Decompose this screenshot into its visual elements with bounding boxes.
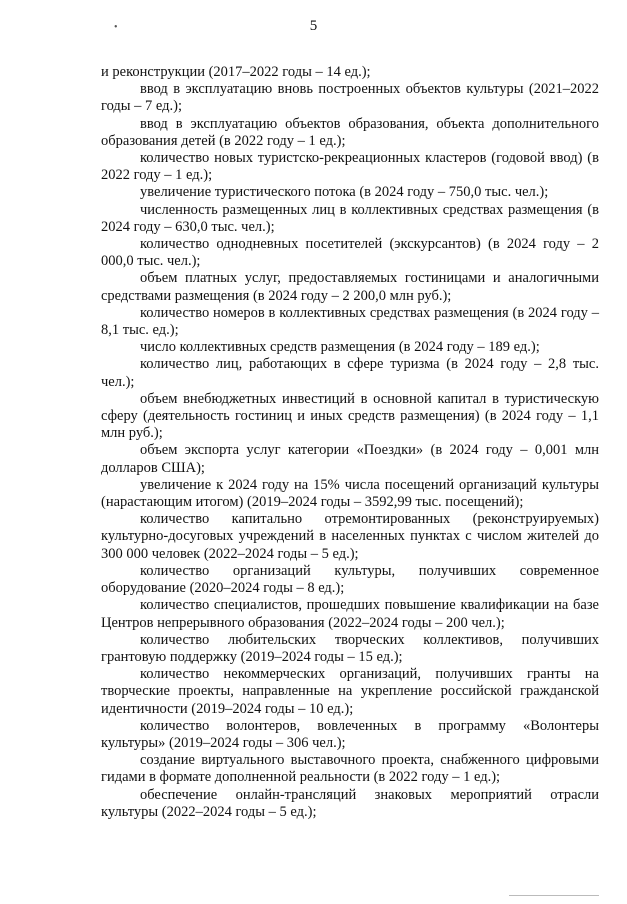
paragraph: количество специалистов, прошедших повышение квалификации на базе Центров непрерывного образования (2022–2024 годы – 200 чел.); <box>101 597 599 631</box>
paragraph: численность размещенных лиц в коллективных средствах размещения (в 2024 году – 630,0 тыс. чел.); <box>101 201 599 235</box>
paragraph: объем платных услуг, предоставляемых гостиницами и аналогичными средствами размещения (в 2024 году – 2 200,0 млн руб.); <box>101 270 599 304</box>
document-body <box>101 64 599 821</box>
paragraph: ввод в эксплуатацию вновь построенных объектов культуры (2021–2022 годы – 7 ед.); <box>101 81 599 115</box>
paragraph: количество номеров в коллективных средствах размещения (в 2024 году – 8,1 тыс. ед.); <box>101 304 599 339</box>
paragraph: количество капитально отремонтированных (реконструируемых) культурно-досуговых учреждений в населенных пунктах с числом жителей до 300 000 человек (2022–2024 годы – 5 ед.); <box>101 511 599 562</box>
paragraph: количество любительских творческих коллективов, получивших грантовую поддержку (2019–2024 годы – 15 ед.); <box>101 631 599 665</box>
paragraph: количество организаций культуры, получивших современное оборудование (2020–2024 годы – 8 ед.); <box>101 562 599 597</box>
paragraph: объем экспорта услуг категории «Поездки» (в 2024 году – 0,001 млн долларов США); <box>101 442 599 476</box>
paragraph: количество волонтеров, вовлеченных в программу «Волонтеры культуры» (2019–2024 годы – 306 чел.); <box>101 717 599 751</box>
paragraph: создание виртуального выставочного проекта, снабженного цифровыми гидами в формате дополненной реальности (в 2022 году – 1 ед.); <box>101 752 599 786</box>
paragraph: количество однодневных посетителей (экскурсантов) (в 2024 году – 2 000,0 тыс. чел.); <box>101 236 599 270</box>
paragraph: количество некоммерческих организаций, получивших гранты на творческие проекты, направленные на укрепление российской гражданской идентичности (2019–2024 годы – 10 ед.); <box>101 666 599 717</box>
page-number: 5 <box>309 18 318 34</box>
paragraph: количество новых туристско-рекреационных кластеров (годовой ввод) (в 2022 году – 1 ед.); <box>101 150 599 184</box>
paragraph: число коллективных средств размещения (в 2024 году – 189 ед.); <box>140 339 540 356</box>
paragraph: и реконструкции (2017–2022 годы – 14 ед.); <box>101 64 371 80</box>
paragraph: количество лиц, работающих в сфере туризма (в 2024 году – 2,8 тыс. чел.); <box>101 356 599 390</box>
paragraph: объем внебюджетных инвестиций в основной капитал в туристическую сферу (деятельность гостиниц и иных средств размещения) (в 2024 году – 1,1 млн руб.); <box>101 390 599 442</box>
paragraph: увеличение к 2024 году на 15% числа посещений организаций культуры (нарастающим итогом) (2019–2024 годы – 3592,99 тыс. посещений); <box>101 476 599 511</box>
scan-artifact-line <box>509 895 599 896</box>
scan-mark: • <box>114 22 118 33</box>
paragraph: увеличение туристического потока (в 2024 году – 750,0 тыс. чел.); <box>140 184 549 201</box>
paragraph: ввод в эксплуатацию объектов образования, объекта дополнительного образования детей (в 2022 году – 1 ед.); <box>101 115 599 149</box>
paragraph: обеспечение онлайн-трансляций знаковых мероприятий отрасли культуры (2022–2024 годы – 5 ед.); <box>101 786 599 820</box>
